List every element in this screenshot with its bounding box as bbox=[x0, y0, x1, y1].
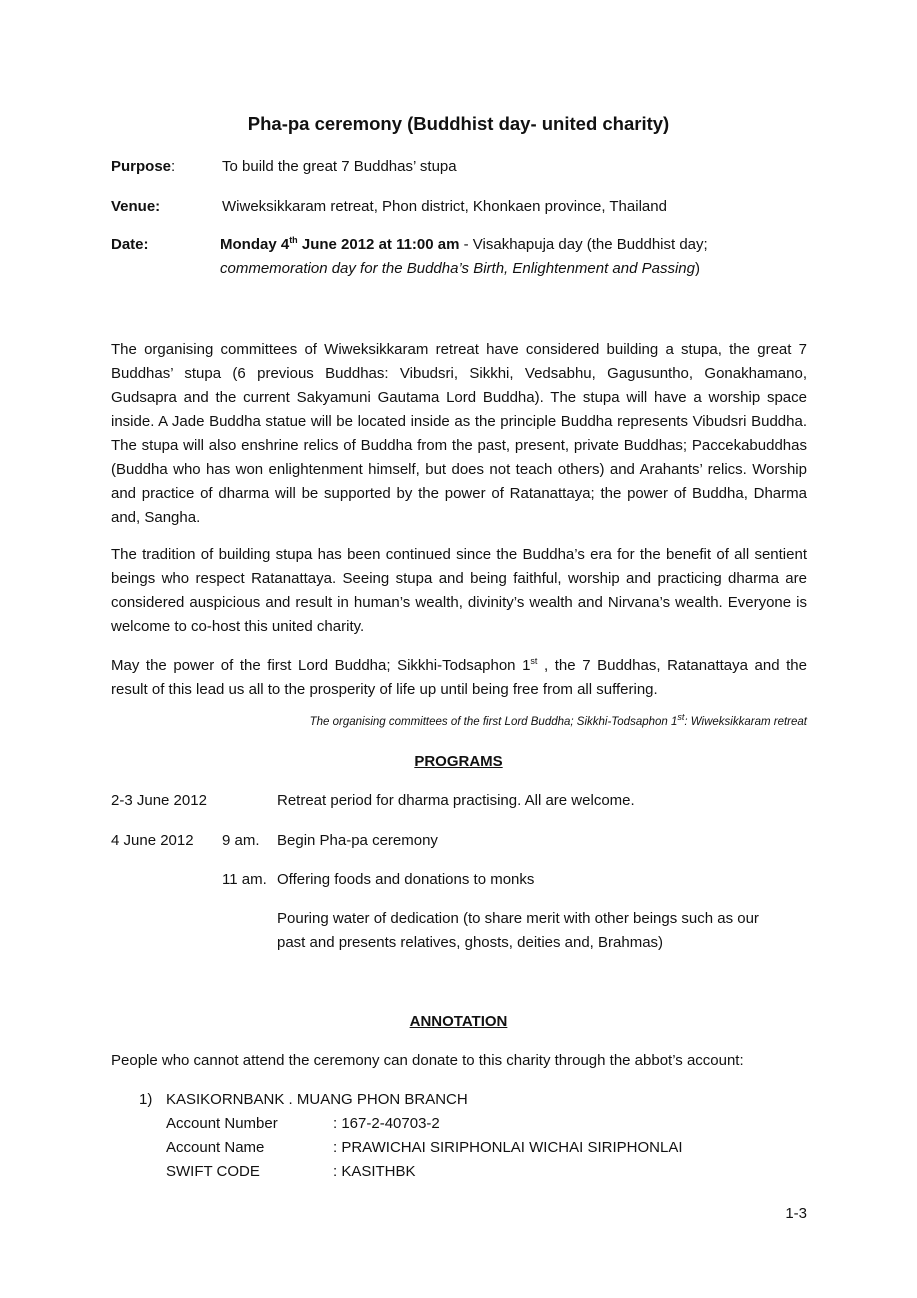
account-name-label: Account Name bbox=[166, 1139, 265, 1156]
date-rest: - Visakhapuja day (the Buddhist day; bbox=[459, 236, 708, 253]
program-3-text: Offering foods and donations to monks bbox=[277, 871, 535, 888]
purpose-colon: : bbox=[171, 158, 176, 175]
bank-name: KASIKORNBANK . MUANG PHON BRANCH bbox=[166, 1091, 468, 1108]
date-value-line1 bbox=[220, 236, 708, 253]
account-name-value: : PRAWICHAI SIRIPHONLAI WICHAI SIRIPHONLAI bbox=[333, 1139, 683, 1156]
signature-pre: The organising committees of the first Lord Buddha; Sikkhi-Todsaphon 1 bbox=[309, 716, 678, 728]
purpose-value: To build the great 7 Buddhas’ stupa bbox=[222, 158, 457, 175]
annotation-heading: ANNOTATION bbox=[409, 1013, 508, 1030]
programs-heading: PROGRAMS bbox=[414, 753, 503, 770]
paragraph-3-sup: st bbox=[530, 656, 538, 666]
paragraph-2 bbox=[111, 543, 807, 639]
date-bold-pre: Monday 4 bbox=[220, 236, 290, 253]
swift-code-label: SWIFT CODE bbox=[166, 1163, 260, 1180]
venue-label: Venue: bbox=[111, 198, 161, 215]
paragraph-1-text: The organising committees of Wiweksikkaram retreat have considered building a stupa, the great 7 Buddhas’ stupa (6 previous Buddhas: Vibudsri, Sikkhi, Vedsabhu, Gagusuntho, Gonakhamano, Gudsapra and the current Sakyamuni Gautama Lord Buddha). The stupa will have a worship space inside. A Jade Buddha statue will be located inside as the principle Buddha represents Vibudsri Buddha. The stupa will also enshrine relics of Buddha from the past, present, private Buddhas; Paccekabuddhas (Buddha who has won enlightenment himself, but does not teach others) and Arahants’ relics. Worship and practice of dharma will be supported by the power of Ratanattaya; the power of Buddha, Dharma and, Sangha. bbox=[111, 341, 807, 526]
account-number-value: : 167-2-40703-2 bbox=[333, 1115, 440, 1132]
program-3-time: 11 am. bbox=[222, 871, 267, 888]
date-line2-end: ) bbox=[695, 260, 700, 277]
swift-code-value: : KASITHBK bbox=[333, 1163, 416, 1180]
venue-value: Wiweksikkaram retreat, Phon district, Khonkaen province, Thailand bbox=[222, 198, 667, 215]
program-2-time: 9 am. bbox=[222, 832, 260, 849]
date-italic: commemoration day for the Buddha’s Birth, Enlightenment and Passing bbox=[220, 260, 695, 277]
date-value-line2 bbox=[220, 260, 700, 277]
signature-post: : Wiweksikkaram retreat bbox=[684, 716, 807, 728]
account-number-label: Account Number bbox=[166, 1115, 278, 1132]
paragraph-3-post: , the 7 Buddhas, Ratanattaya and the result of this lead us all to the prosperity of life up until being free from all suffering. bbox=[111, 657, 807, 698]
purpose-label bbox=[111, 158, 175, 175]
date-label: Date: bbox=[111, 236, 149, 253]
signature-sup: st bbox=[677, 712, 685, 723]
program-4-line2: past and presents relatives, ghosts, deities and, Brahmas) bbox=[277, 934, 664, 951]
program-1-text: Retreat period for dharma practising. All are welcome. bbox=[277, 792, 635, 809]
document-title: Pha-pa ceremony (Buddhist day- united charity) bbox=[247, 113, 670, 134]
date-bold-post: June 2012 at 11:00 am bbox=[297, 236, 460, 253]
page-number: 1-3 bbox=[785, 1205, 807, 1222]
date-bold-sup: th bbox=[289, 235, 298, 245]
program-4-line1: Pouring water of dedication (to share merit with other beings such as our bbox=[277, 910, 759, 927]
paragraph-1 bbox=[111, 338, 807, 530]
paragraph-3 bbox=[111, 654, 807, 702]
annotation-intro: People who cannot attend the ceremony can donate to this charity through the abbot’s account: bbox=[111, 1052, 744, 1069]
annotation-number: 1) bbox=[139, 1091, 153, 1108]
paragraph-2-text: The tradition of building stupa has been continued since the Buddha’s era for the benefit of all sentient beings who respect Ratanattaya. Seeing stupa and being faithful, worship and practicing dharma are considered auspicious and result in human’s wealth, divinity’s wealth and Nirvana’s wealth. Everyone is welcome to co-host this united charity. bbox=[111, 546, 807, 635]
program-2-date: 4 June 2012 bbox=[111, 832, 194, 849]
purpose-label-text: Purpose bbox=[111, 158, 172, 175]
program-1-date: 2-3 June 2012 bbox=[111, 792, 207, 809]
signature-line bbox=[309, 712, 807, 728]
paragraph-3-pre: May the power of the first Lord Buddha; Sikkhi-Todsaphon 1 bbox=[111, 657, 531, 674]
program-2-text: Begin Pha-pa ceremony bbox=[277, 832, 438, 849]
